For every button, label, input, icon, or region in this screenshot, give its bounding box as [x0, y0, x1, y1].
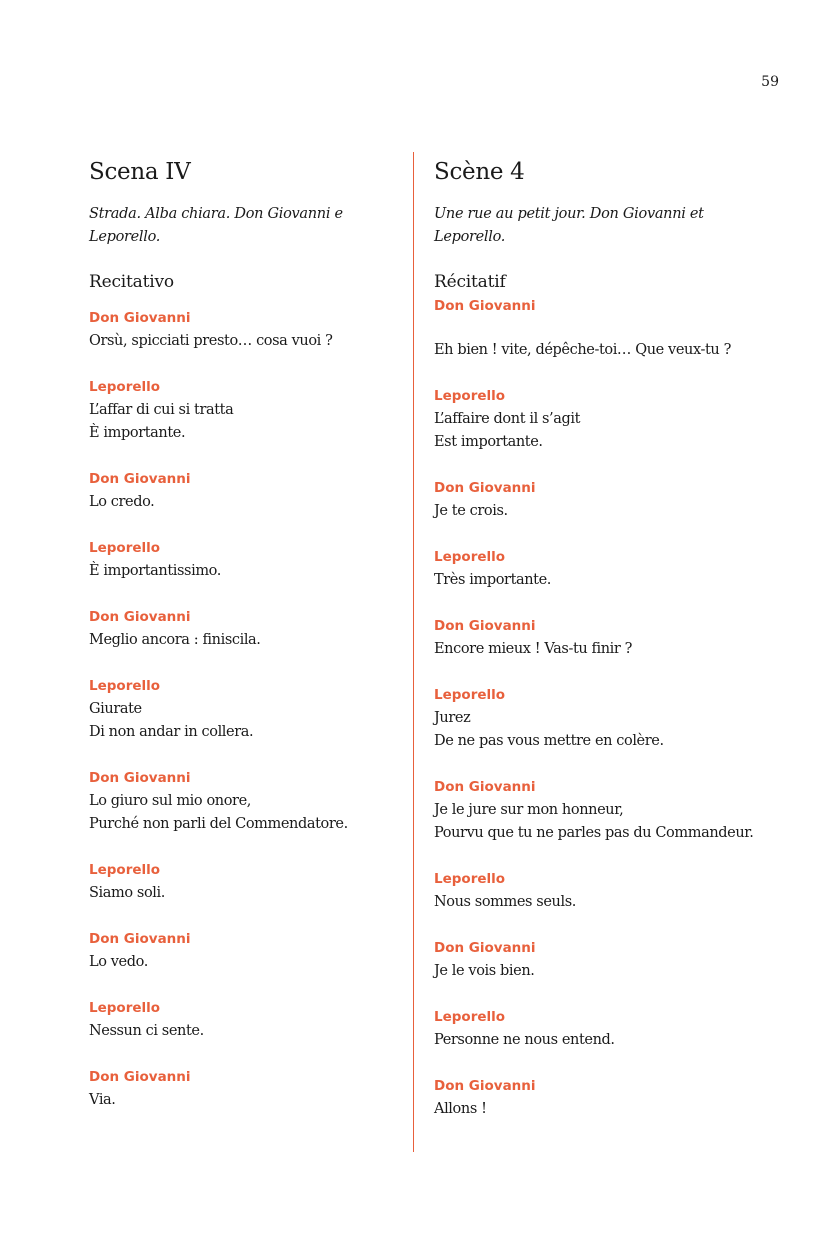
dialogue-line: Très importante. [434, 572, 551, 588]
exchange [434, 477, 779, 523]
dialogue-line: Nous sommes seuls. [434, 894, 576, 910]
speaker-name: Leporello [434, 687, 506, 703]
dialogue-line: È importante. [89, 425, 186, 441]
dialogue-line: Jurez [434, 710, 471, 726]
dialogue-line: Nessun ci sente. [89, 1023, 204, 1039]
dialogue-line: Allons ! [434, 1101, 487, 1117]
scene-title: Scène 4 [434, 159, 525, 185]
exchange [89, 468, 409, 514]
stage-direction: Strada. Alba chiara. Don Giovanni e Leporello. [89, 206, 343, 245]
line-spacer [434, 318, 779, 339]
speaker-name: Leporello [434, 1009, 506, 1025]
speaker-name: Don Giovanni [89, 609, 191, 625]
exchange [89, 307, 409, 353]
dialogue-line: Lo credo. [89, 494, 155, 510]
speaker-name: Leporello [89, 678, 161, 694]
exchange [89, 537, 409, 583]
dialogue-line: È importantissimo. [89, 563, 221, 579]
speaker-name: Don Giovanni [89, 310, 191, 326]
exchange [434, 868, 779, 914]
page-number: 59 [761, 74, 779, 90]
exchange [89, 997, 409, 1043]
dialogue-line: Je le jure sur mon honneur, [434, 802, 624, 818]
stage-direction: Une rue au petit jour. Don Giovanni et Leporello. [434, 206, 704, 245]
french-column [434, 155, 779, 1121]
speaker-name: Leporello [434, 549, 506, 565]
exchange [434, 295, 779, 362]
exchange [89, 859, 409, 905]
exchange [89, 675, 409, 744]
dialogue-line: Je le vois bien. [434, 963, 535, 979]
dialogue-line: Orsù, spicciati presto… cosa vuoi ? [89, 333, 333, 349]
italian-column [89, 155, 409, 1112]
speaker-name: Don Giovanni [434, 480, 536, 496]
section-heading: Récitatif [434, 272, 506, 292]
speaker-name: Don Giovanni [434, 1078, 536, 1094]
speaker-name: Leporello [89, 1000, 161, 1016]
dialogue-line: Meglio ancora : finiscila. [89, 632, 261, 648]
speaker-name: Don Giovanni [434, 298, 536, 314]
dialogue-line: Pourvu que tu ne parles pas du Commandeur. [434, 825, 754, 841]
speaker-name: Leporello [89, 862, 161, 878]
speaker-name: Don Giovanni [89, 471, 191, 487]
dialogue-line: Purché non parli del Commendatore. [89, 816, 348, 832]
dialogue [434, 295, 779, 1121]
dialogue-line: Di non andar in collera. [89, 724, 254, 740]
dialogue-line: Lo giuro sul mio onore, [89, 793, 251, 809]
exchange [89, 1066, 409, 1112]
speaker-name: Leporello [89, 379, 161, 395]
speaker-name: Leporello [434, 388, 506, 404]
dialogue-line: De ne pas vous mettre en colère. [434, 733, 664, 749]
exchange [434, 1006, 779, 1052]
exchange [89, 767, 409, 836]
exchange [434, 615, 779, 661]
exchange [89, 928, 409, 974]
exchange [434, 385, 779, 454]
exchange [434, 684, 779, 753]
dialogue-line: Giurate [89, 701, 142, 717]
dialogue [89, 307, 409, 1112]
dialogue-line: L’affaire dont il s’agit [434, 411, 581, 427]
exchange [89, 376, 409, 445]
speaker-name: Leporello [89, 540, 161, 556]
dialogue-line: Encore mieux ! Vas-tu finir ? [434, 641, 633, 657]
section-heading: Recitativo [89, 272, 174, 292]
speaker-name: Don Giovanni [434, 779, 536, 795]
dialogue-line: Est importante. [434, 434, 543, 450]
exchange [434, 776, 779, 845]
dialogue-line: Siamo soli. [89, 885, 165, 901]
speaker-name: Don Giovanni [89, 931, 191, 947]
exchange [434, 546, 779, 592]
scene-title: Scena IV [89, 159, 191, 185]
dialogue-line: Je te crois. [434, 503, 508, 519]
dialogue-line: Via. [89, 1092, 116, 1108]
dialogue-line: Personne ne nous entend. [434, 1032, 615, 1048]
speaker-name: Don Giovanni [434, 940, 536, 956]
speaker-name: Don Giovanni [89, 1069, 191, 1085]
dialogue-line: Lo vedo. [89, 954, 148, 970]
speaker-name: Don Giovanni [434, 618, 536, 634]
exchange [89, 606, 409, 652]
dialogue-line: L’affar di cui si tratta [89, 402, 234, 418]
column-divider [413, 152, 414, 1152]
exchange [434, 937, 779, 983]
speaker-name: Leporello [434, 871, 506, 887]
speaker-name: Don Giovanni [89, 770, 191, 786]
exchange [434, 1075, 779, 1121]
dialogue-line: Eh bien ! vite, dépêche-toi… Que veux-tu ? [434, 342, 731, 358]
